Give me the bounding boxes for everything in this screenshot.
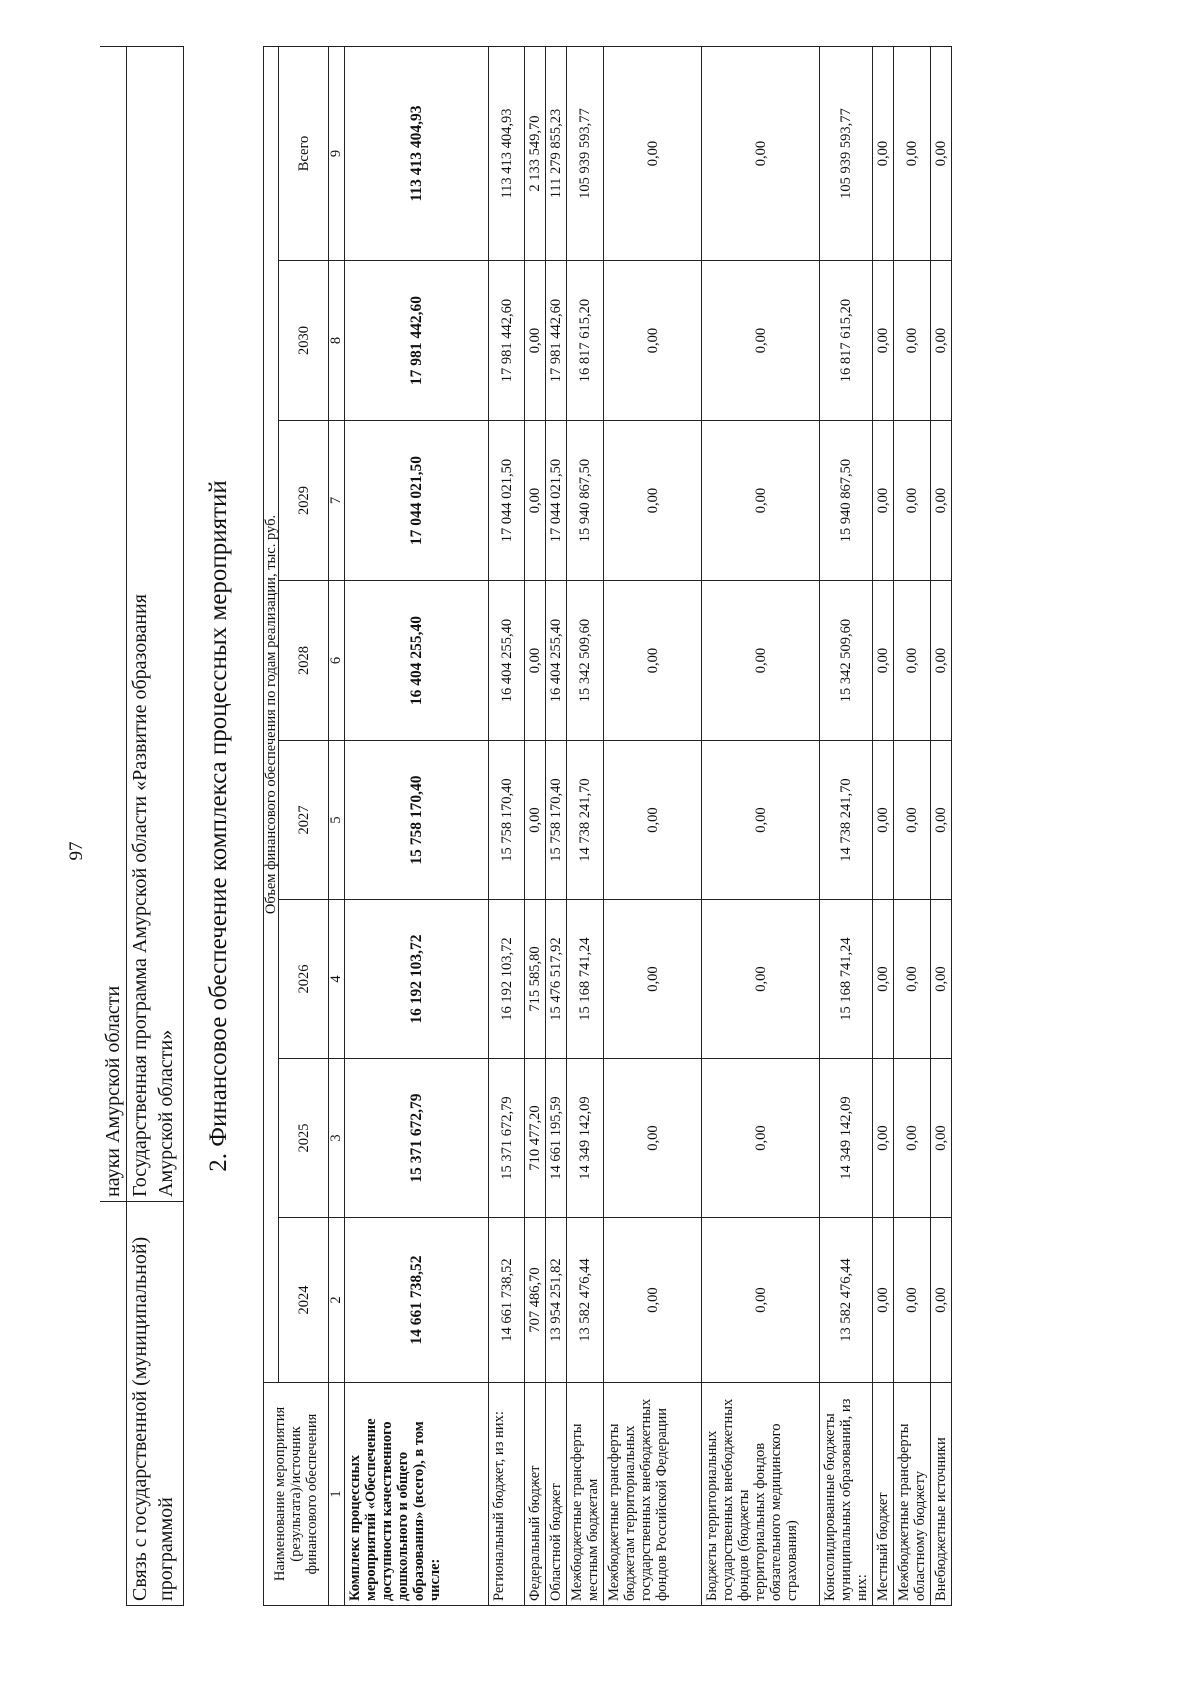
row-name-cell: Федеральный бюджет [525, 1383, 546, 1606]
program-name-line-1: Государственная программа Амурской области «Развитие образования [129, 594, 151, 1197]
program-link-label: Связь с государственной (муниципальной) программой [127, 1202, 184, 1606]
value-cell: 2 133 549,70 [525, 47, 546, 261]
value-cell: 0,00 [525, 581, 546, 741]
value-cell: 14 349 142,09 [820, 1059, 873, 1218]
value-cell: 0,00 [894, 900, 931, 1059]
value-cell: 0,00 [931, 1059, 952, 1218]
row-name-cell: Внебюджетные источники [931, 1383, 952, 1606]
program-link-value [127, 47, 184, 1202]
value-cell: 15 940 867,50 [820, 421, 873, 581]
value-cell: 15 758 170,40 [489, 741, 525, 900]
header-row-years [279, 47, 329, 1606]
value-cell: 15 342 509,60 [567, 581, 604, 741]
column-number: 4 [329, 900, 345, 1059]
value-cell: 0,00 [604, 1218, 702, 1383]
table-row [702, 47, 820, 1606]
row-name-cell: Местный бюджет [873, 1383, 894, 1606]
header-year-2027: 2027 [279, 741, 329, 900]
value-cell: 0,00 [604, 900, 702, 1059]
value-cell: 17 044 021,50 [345, 421, 489, 581]
value-cell: 113 413 404,93 [345, 47, 489, 261]
column-number: 5 [329, 741, 345, 900]
financing-table-body [345, 47, 952, 1606]
value-cell: 17 044 021,50 [489, 421, 525, 581]
header-year-2024: 2024 [279, 1218, 329, 1383]
program-name-line-2: Амурской области» [155, 1029, 177, 1197]
value-cell: 16 404 255,40 [489, 581, 525, 741]
value-cell: 15 758 170,40 [345, 741, 489, 900]
table-row [873, 47, 894, 1606]
header-year-2030: 2030 [279, 261, 329, 421]
header-year-2025: 2025 [279, 1059, 329, 1218]
header-funding-volume: Объем финансового обеспечения по годам реализации, тыс. руб. [264, 47, 279, 1383]
table-row [525, 47, 546, 1606]
value-cell: 0,00 [702, 261, 820, 421]
table-row [820, 47, 873, 1606]
section-title: 2. Финансовое обеспечение комплекса процессных мероприятий [205, 480, 232, 1172]
header-year-2026: 2026 [279, 900, 329, 1059]
row-name-cell: Комплекс процессных мероприятий «Обеспечение доступности качественного дошкольного и общего образования» (всего), в том числе: [345, 1383, 489, 1606]
value-cell: 16 817 615,20 [820, 261, 873, 421]
value-cell: 14 738 241,70 [820, 741, 873, 900]
value-cell: 0,00 [604, 741, 702, 900]
value-cell: 15 342 509,60 [820, 581, 873, 741]
value-cell: 0,00 [525, 261, 546, 421]
previous-responsible-line: науки Амурской области [100, 47, 127, 1202]
value-cell: 16 192 103,72 [345, 900, 489, 1059]
value-cell: 16 404 255,40 [345, 581, 489, 741]
financing-table [263, 46, 952, 1606]
value-cell: 17 981 442,60 [489, 261, 525, 421]
value-cell: 0,00 [873, 47, 894, 261]
table-row [489, 47, 525, 1606]
value-cell: 0,00 [873, 900, 894, 1059]
value-cell: 0,00 [931, 1218, 952, 1383]
value-cell: 0,00 [894, 581, 931, 741]
value-cell: 0,00 [604, 1059, 702, 1218]
value-cell: 715 585,80 [525, 900, 546, 1059]
value-cell: 0,00 [873, 581, 894, 741]
value-cell: 0,00 [873, 741, 894, 900]
value-cell: 0,00 [931, 581, 952, 741]
row-name-cell: Областной бюджет [546, 1383, 567, 1606]
value-cell: 14 349 142,09 [567, 1059, 604, 1218]
value-cell: 14 661 738,52 [489, 1218, 525, 1383]
row-name-cell: Бюджеты территориальных государственных внебюджетных фондов (бюджеты территориальных фондов обязательного медицинского страхования) [702, 1383, 820, 1606]
column-number-row [329, 47, 345, 1606]
value-cell: 13 582 476,44 [820, 1218, 873, 1383]
program-link-row [127, 47, 184, 1606]
value-cell: 16 404 255,40 [546, 581, 567, 741]
value-cell: 15 758 170,40 [546, 741, 567, 900]
column-number: 3 [329, 1059, 345, 1218]
value-cell: 113 413 404,93 [489, 47, 525, 261]
value-cell: 17 044 021,50 [546, 421, 567, 581]
value-cell: 0,00 [873, 261, 894, 421]
table-row [931, 47, 952, 1606]
value-cell: 0,00 [525, 421, 546, 581]
value-cell: 0,00 [873, 1059, 894, 1218]
value-cell: 16 192 103,72 [489, 900, 525, 1059]
header-row-group [264, 47, 279, 1606]
header-measure-name: Наименование мероприятия (результата)/источник финансового обеспечения [264, 1383, 329, 1606]
value-cell: 0,00 [931, 421, 952, 581]
value-cell: 15 168 741,24 [567, 900, 604, 1059]
table-row [567, 47, 604, 1606]
value-cell: 0,00 [702, 741, 820, 900]
value-cell: 0,00 [931, 261, 952, 421]
value-cell: 0,00 [702, 47, 820, 261]
value-cell: 105 939 593,77 [820, 47, 873, 261]
value-cell: 0,00 [873, 1218, 894, 1383]
value-cell: 15 371 672,79 [489, 1059, 525, 1218]
value-cell: 15 940 867,50 [567, 421, 604, 581]
value-cell: 0,00 [931, 741, 952, 900]
value-cell: 0,00 [702, 1218, 820, 1383]
value-cell: 0,00 [894, 261, 931, 421]
column-number: 8 [329, 261, 345, 421]
value-cell: 0,00 [873, 421, 894, 581]
column-number: 1 [329, 1383, 345, 1606]
value-cell: 0,00 [604, 581, 702, 741]
value-cell: 15 168 741,24 [820, 900, 873, 1059]
value-cell: 0,00 [931, 900, 952, 1059]
table-row [546, 47, 567, 1606]
row-name-cell: Межбюджетные трансферты местным бюджетам [567, 1383, 604, 1606]
value-cell: 13 954 251,82 [546, 1218, 567, 1383]
value-cell: 14 661 195,59 [546, 1059, 567, 1218]
value-cell: 17 981 442,60 [345, 261, 489, 421]
value-cell: 0,00 [894, 47, 931, 261]
value-cell: 17 981 442,60 [546, 261, 567, 421]
value-cell: 0,00 [604, 261, 702, 421]
value-cell: 0,00 [894, 1218, 931, 1383]
value-cell: 15 476 517,92 [546, 900, 567, 1059]
column-number: 6 [329, 581, 345, 741]
row-name-cell: Межбюджетные трансферты областному бюджету [894, 1383, 931, 1606]
value-cell: 0,00 [604, 47, 702, 261]
value-cell: 710 477,20 [525, 1059, 546, 1218]
value-cell: 14 661 738,52 [345, 1218, 489, 1383]
table-row [604, 47, 702, 1606]
link-table-empty-cell [100, 1202, 127, 1606]
program-link-row-prev [100, 47, 127, 1606]
value-cell: 13 582 476,44 [567, 1218, 604, 1383]
value-cell: 16 817 615,20 [567, 261, 604, 421]
value-cell: 15 371 672,79 [345, 1059, 489, 1218]
column-number: 9 [329, 47, 345, 261]
page-number: 97 [66, 841, 87, 861]
value-cell: 14 738 241,70 [567, 741, 604, 900]
value-cell: 0,00 [931, 47, 952, 261]
table-row [894, 47, 931, 1606]
row-name-cell: Региональный бюджет, из них: [489, 1383, 525, 1606]
value-cell: 0,00 [702, 900, 820, 1059]
table-row [345, 47, 489, 1606]
value-cell: 0,00 [702, 1059, 820, 1218]
value-cell: 105 939 593,77 [567, 47, 604, 261]
header-year-2029: 2029 [279, 421, 329, 581]
column-number: 7 [329, 421, 345, 581]
value-cell: 0,00 [702, 581, 820, 741]
row-name-cell: Консолидированные бюджеты муниципальных образований, из них: [820, 1383, 873, 1606]
value-cell: 0,00 [604, 421, 702, 581]
value-cell: 0,00 [525, 741, 546, 900]
value-cell: 0,00 [894, 741, 931, 900]
value-cell: 707 486,70 [525, 1218, 546, 1383]
program-link-table [100, 46, 184, 1606]
value-cell: 0,00 [894, 1059, 931, 1218]
header-year-2028: 2028 [279, 581, 329, 741]
row-name-cell: Межбюджетные трансферты бюджетам территориальных государственных внебюджетных фондов Российской Федерации [604, 1383, 702, 1606]
header-total: Всего [279, 47, 329, 261]
column-number: 2 [329, 1218, 345, 1383]
value-cell: 0,00 [702, 421, 820, 581]
value-cell: 0,00 [894, 421, 931, 581]
value-cell: 111 279 855,23 [546, 47, 567, 261]
